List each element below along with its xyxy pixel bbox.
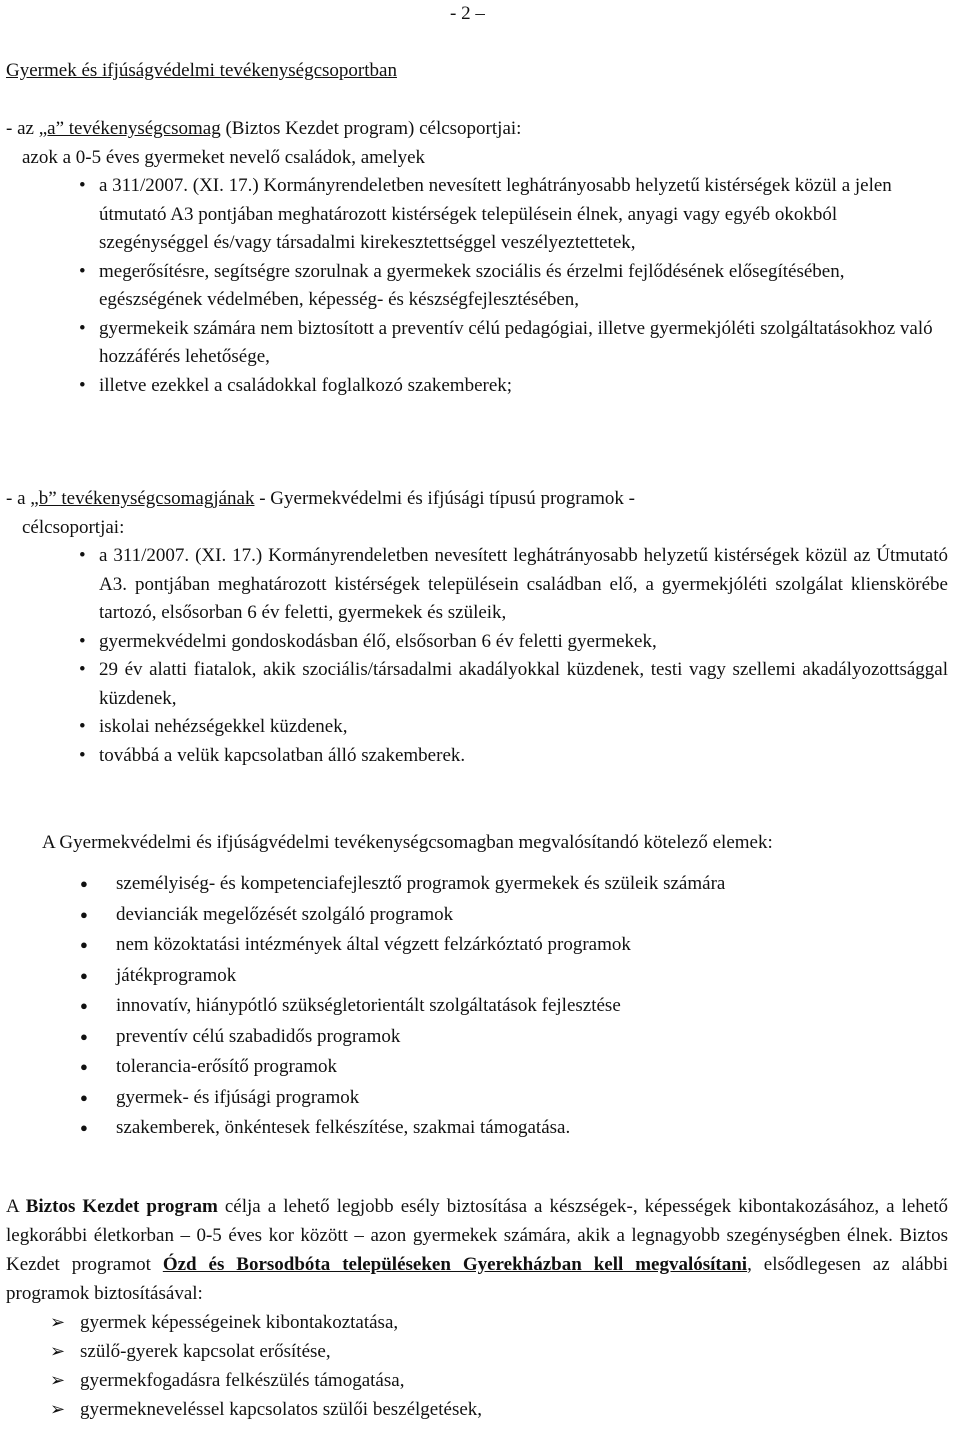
section-c-mandatory-elements [6, 828, 948, 1144]
section-d-body: célja a lehető legjobb esély biztosítása a készségek-, képességek kibontakozásához, a lehető legkorábbi életkorban – 0-5 éves kor között – azon gyermekek számára, akik a legnagyobb szegénységben élnek. Biztos Kezdet programot [6, 1196, 949, 1275]
list-item [6, 1366, 948, 1395]
list-item: • gyermekeik számára nem biztosított a preventív célú pedagógiai, illetve gyermekjóléti szolgáltatásokhoz való hozzáférés lehetősége, [6, 315, 948, 372]
section-heading: Gyermek és ifjúságvédelmi tevékenységcsoportban [6, 60, 397, 81]
section-d-a: A [6, 1196, 19, 1217]
arrow-bullet-icon: ➢ [50, 1312, 66, 1333]
section-a-package-name: „a” tevékenységcsomag [38, 118, 221, 139]
list-item: • 29 év alatti fiatalok, akik szociális/társadalmi akadályokkal küzdenek, testi vagy szellemi akadályozottsággal küzdenek, [6, 656, 948, 713]
section-b-prefix: - a [6, 488, 26, 509]
list-item: • a 311/2007. (XI. 17.) Kormányrendeletben nevesített leghátrányosabb helyzetű kistérségek közül az Útmutató A3. pontjában meghatározott kistérségek településein családban elő, a gyermekjóléti szolgálat klienskörébe tartozó, elsősorban 6 év feletti, gyermekek és szüleik, [6, 542, 948, 628]
section-b-suffix: - Gyermekvédelmi és ifjúsági típusú programok - [259, 488, 635, 509]
section-c-bullet-list [6, 869, 948, 1144]
arrow-bullet-icon: ➢ [50, 1370, 66, 1391]
list-item: ● gyermek- és ifjúsági programok [6, 1083, 948, 1114]
section-b-lead [6, 485, 948, 514]
list-item-text: gyermekneveléssel kapcsolatos szülői beszélgetések, [80, 1399, 483, 1420]
section-a-bullet-list [6, 172, 948, 400]
page-number: - 2 – [450, 3, 485, 24]
list-item [6, 1308, 948, 1337]
arrow-bullet-icon: ➢ [50, 1341, 66, 1362]
list-item: • gyermekvédelmi gondoskodásban élő, elsősorban 6 év feletti gyermekek, [6, 628, 948, 657]
section-a-prefix: - az [6, 118, 34, 139]
list-item: ● tolerancia-erősítő programok [6, 1052, 948, 1083]
list-item-text: gyermekfogadásra felkészülés támogatása, [80, 1370, 405, 1391]
list-item: • a 311/2007. (XI. 17.) Kormányrendeletben nevesített leghátrányosabb helyzetű kistérségek közül a jelen útmutató A3 pontjában meghatározott kistérségek településein élnek, anyagi vagy egyéb okokból szegénységgel és/vagy társadalmi kirekesztettséggel veszélyeztettetek, [6, 172, 948, 258]
list-item: ● játékprogramok [6, 961, 948, 992]
section-d-paragraph [6, 1192, 948, 1308]
list-item: ● devianciák megelőzését szolgáló programok [6, 900, 948, 931]
list-item: • illetve ezekkel a családokkal foglalkozó szakemberek; [6, 372, 948, 401]
section-c-intro: A Gyermekvédelmi és ifjúságvédelmi tevékenységcsomagban megvalósítandó kötelező elemek: [42, 832, 773, 853]
list-item: ● innovatív, hiánypótló szükségletorientált szolgáltatások fejlesztése [6, 991, 948, 1022]
section-a-intro: azok a 0-5 éves gyermeket nevelő családok, amelyek [22, 146, 426, 168]
list-item: • iskolai nehézségekkel küzdenek, [6, 713, 948, 742]
list-item-text: szülő-gyerek kapcsolat erősítése, [80, 1341, 331, 1362]
section-a-suffix: (Biztos Kezdet program) célcsoportjai: [225, 118, 522, 139]
list-item: ● személyiség- és kompetenciafejlesztő programok gyermekek és szüleik számára [6, 869, 948, 900]
list-item: ● szakemberek, önkéntesek felkészítése, szakmai támogatása. [6, 1113, 948, 1144]
section-d-program-name: Biztos Kezdet program [25, 1196, 218, 1217]
section-d-end: , elsődlegesen az alábbi programok biztosításával: [6, 1254, 948, 1304]
section-b-package-name: „b” tevékenységcsomagjának [30, 488, 255, 509]
list-item [6, 1395, 948, 1424]
list-item [6, 1337, 948, 1366]
list-item: ● preventív célú szabadidős programok [6, 1022, 948, 1053]
list-item: • továbbá a velük kapcsolatban álló szakemberek. [6, 742, 948, 771]
list-item-text: gyermek képességeinek kibontakoztatása, [80, 1312, 399, 1333]
list-item: ● nem közoktatási intézmények által végzett felzárkóztató programok [6, 930, 948, 961]
arrow-bullet-icon: ➢ [50, 1399, 66, 1420]
section-a-lead [6, 115, 948, 144]
section-d-locations: Ózd és Borsodbóta településeken Gyerekházban kell megvalósítani [162, 1254, 748, 1275]
section-d-biztos-kezdet [6, 1192, 948, 1424]
section-d-arrow-list [6, 1308, 948, 1424]
section-b-bullet-list [6, 542, 948, 770]
section-b-lead-line2: célcsoportjai: [22, 516, 125, 538]
section-a-target-groups [6, 115, 948, 400]
section-b-target-groups [6, 485, 948, 770]
list-item: • megerősítésre, segítségre szorulnak a gyermekek szociális és érzelmi fejlődésének elősegítésében, egészségének védelmében, képesség- és készségfejlesztésében, [6, 258, 948, 315]
